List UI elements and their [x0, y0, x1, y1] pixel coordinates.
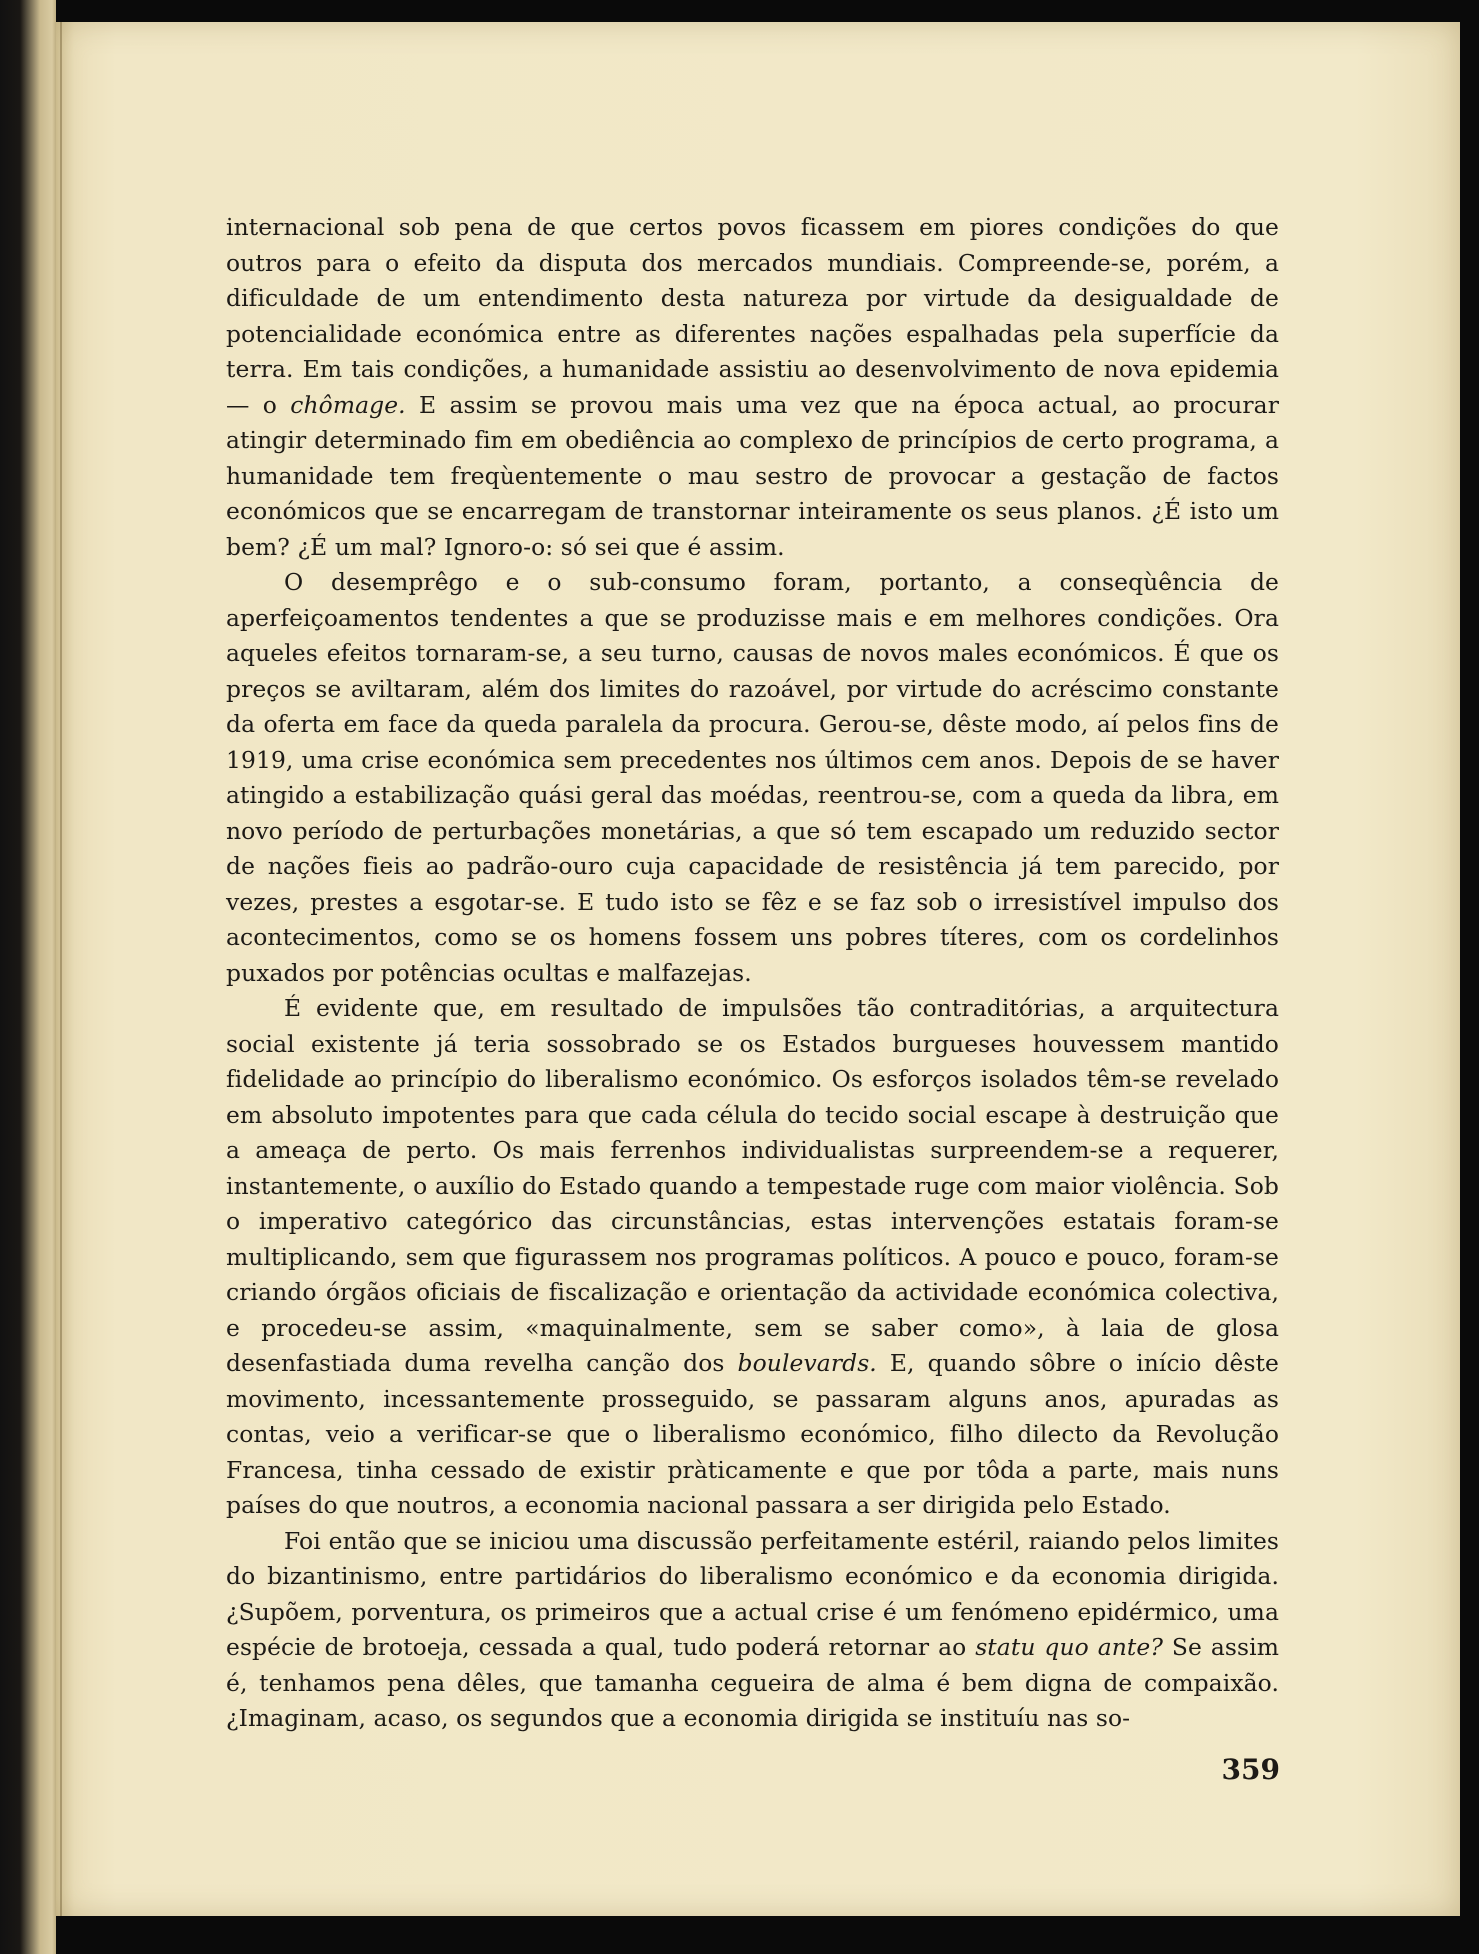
- gutter-line: [60, 22, 62, 1916]
- text-segment: Se assim é, tenhamos pena dêles, que tamanha cegueira de alma é bem digna de compaixão. ¿Imaginam, acaso, os segundos que a economia dirigida se instituíu nas so-: [226, 1633, 1279, 1732]
- body-text: [226, 210, 1279, 1737]
- page-number: 359: [1221, 1753, 1280, 1786]
- text-segment: internacional sob pena de que certos povos ficassem em piores condições do que outros para o efeito da disputa dos mercados mundiais. Compreende-se, porém, a dificuldade de um entendimento desta natureza por virtude da desigualdade de potencialidade económica entre as diferentes nações espalhadas pela superfície da terra. Em tais condições, a humanidade assistiu ao desenvolvimento de nova epidemia — o: [226, 213, 1279, 419]
- paragraph-2: [226, 565, 1279, 991]
- paragraph-4: [226, 1524, 1279, 1737]
- italic-term-boulevards: boulevards.: [737, 1349, 877, 1377]
- italic-term-statu-quo-ante: statu quo ante?: [975, 1633, 1164, 1661]
- text-segment: Foi então que se iniciou uma discussão perfeitamente estéril, raiando pelos limites do bizantinismo, entre partidários do liberalismo económico e da economia dirigida. ¿Supõem, porventura, os primeiros que a actual crise é um fenómeno epidérmico, uma espécie de brotoeja, cessada a qual, tudo poderá retornar ao: [226, 1526, 1279, 1661]
- italic-term-chomage: chômage.: [290, 390, 406, 419]
- paragraph-3: [226, 991, 1279, 1524]
- text-segment: E assim se provou mais uma vez que na época actual, ao procurar atingir determinado fim em obediência ao complexo de princípios de certo programa, a humanidade tem freqùentemente o mau sestro de provocar a gestação de factos económicos que se encarregam de transtornar inteiramente os seus planos. ¿É isto um bem? ¿É um mal? Ignoro-o: só sei que é assim.: [226, 390, 1279, 561]
- text-segment: O desemprêgo e o sub-consumo foram, portanto, a conseqùência de aperfeiçoamentos tendentes a que se produzisse mais e em melhores condições. Ora aqueles efeitos tornaram-se, a seu turno, causas de novos males económicos. É que os preços se aviltaram, além dos limites do razoável, por virtude do acréscimo constante da oferta em face da queda paralela da procura. Gerou-se, dêste modo, aí pelos fins de 1919, uma crise económica sem precedentes nos últimos cem anos. Depois de se haver atingido a estabilização quási geral das moédas, reentrou-se, com a queda da libra, em novo período de perturbações monetárias, a que só tem escapado um reduzido sector de nações fieis ao padrão-ouro cuja capacidade de resistência já tem parecido, por vezes, prestes a esgotar-se. E tudo isto se fêz e se faz sob o irresistível impulso dos acontecimentos, como se os homens fossem uns pobres títeres, com os cordelinhos puxados por potências ocultas e malfazejas.: [226, 568, 1279, 987]
- text-segment: É evidente que, em resultado de impulsões tão contraditórias, a arquitectura social existente já teria sossobrado se os Estados burgueses houvessem mantido fidelidade ao princípio do liberalismo económico. Os esforços isolados têm-se revelado em absoluto impotentes para que cada célula do tecido social escape à destruição que a ameaça de perto. Os mais ferrenhos individualistas surpreendem-se a requerer, instantemente, o auxílio do Estado quando a tempestade ruge com maior violência. Sob o imperativo categórico das circunstâncias, estas intervenções estatais foram-se multiplicando, sem que figurassem nos programas políticos. A pouco e pouco, foram-se criando órgãos oficiais de fiscalização e orientação da actividade económica colectiva, e procedeu-se assim, «maquinalmente, sem se saber como», à laia de glosa desenfastiada duma revelha canção dos: [226, 994, 1279, 1377]
- text-segment: E, quando sôbre o início dêste movimento, incessantemente prosseguido, se passaram alguns anos, apuradas as contas, veio a verificar-se que o liberalismo económico, filho dilecto da Revolução Francesa, tinha cessado de existir pràticamente e que por tôda a parte, mais nuns países do que noutros, a economia nacional passara a ser dirigida pelo Estado.: [226, 1349, 1279, 1519]
- paragraph-1: [226, 210, 1279, 565]
- book-spine: [0, 0, 56, 1954]
